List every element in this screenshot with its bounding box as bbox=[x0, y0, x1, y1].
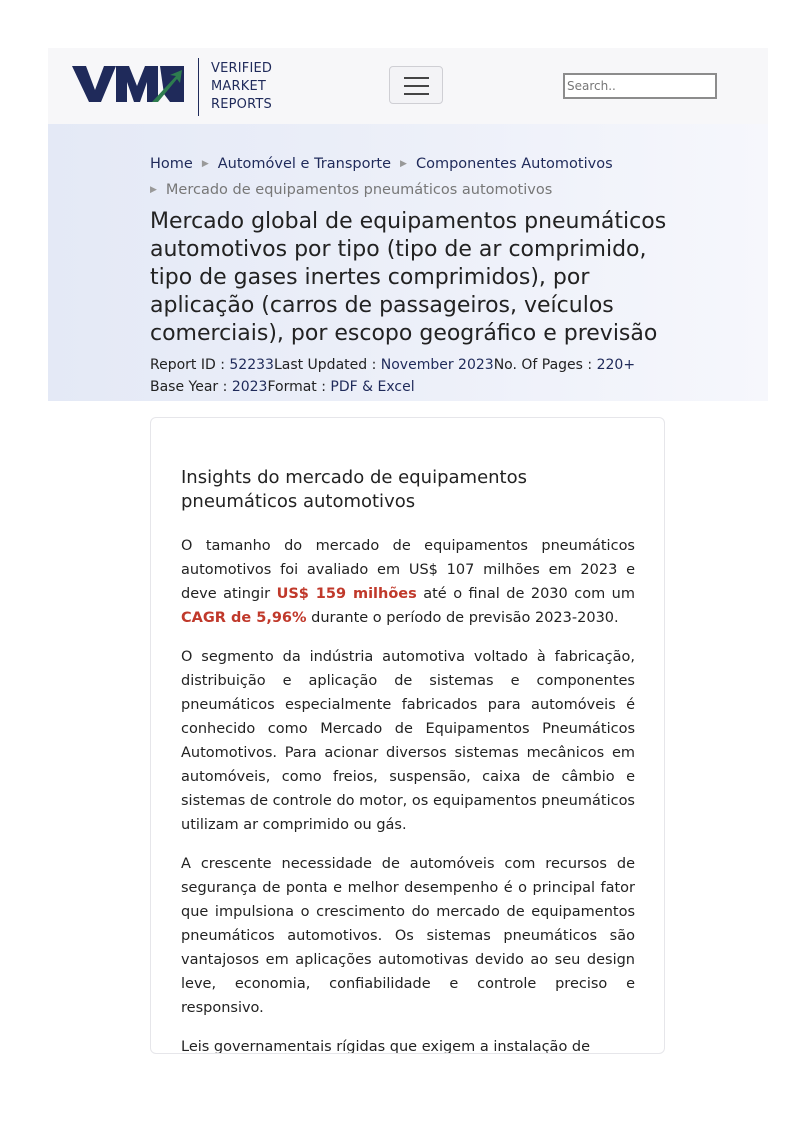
brand-line: VERIFIED bbox=[211, 61, 273, 76]
breadcrumb-home[interactable]: Home bbox=[150, 156, 193, 172]
report-id-value: 52233 bbox=[229, 357, 274, 373]
vmr-logo-icon bbox=[72, 64, 184, 104]
brand-logo[interactable] bbox=[72, 58, 282, 118]
chevron-right-icon: ▶ bbox=[150, 185, 157, 195]
brand-line: MARKET bbox=[211, 79, 267, 94]
updated-label: Last Updated : bbox=[273, 357, 381, 373]
paragraph-text: durante o período de previsão 2023-2030. bbox=[306, 610, 619, 626]
hamburger-icon-bar bbox=[404, 85, 429, 87]
hamburger-icon-bar bbox=[404, 77, 429, 79]
article-card bbox=[150, 417, 665, 1054]
pages-label: No. Of Pages : bbox=[493, 357, 597, 373]
hamburger-icon-bar bbox=[404, 93, 429, 95]
chevron-right-icon: ▶ bbox=[400, 159, 407, 169]
format-value: PDF & Excel bbox=[330, 379, 415, 395]
article-body bbox=[181, 466, 635, 1054]
article-heading: Insights do mercado de equipamentos pneumáticos automotivos bbox=[181, 467, 527, 512]
page-title: Mercado global de equipamentos pneumáticos automotivos por tipo (tipo de ar comprimido, tipo de gases inertes comprimidos), por aplicação (carros de passageiros, veículos comerciais), por escopo geográfico e previsão bbox=[150, 209, 667, 346]
base-year-value: 2023 bbox=[231, 379, 268, 395]
base-year-label: Base Year : bbox=[150, 379, 232, 395]
updated-value: November 2023 bbox=[380, 357, 494, 373]
brand-name bbox=[211, 60, 272, 114]
article-paragraph: O segmento da indústria automotiva voltado à fabricação, distribuição e aplicação de sistemas e componentes pneumáticos especialmente fabricados para automóveis é conhecido como Mercado de Equipamentos Pneumáticos Automotivos. Para acionar diversos sistemas mecânicos em automóveis, como freios, suspensão, caixa de câmbio e sistemas de controle do motor, os equipamentos pneumáticos utilizam ar comprimido ou gás. bbox=[181, 649, 635, 833]
menu-toggle-button[interactable] bbox=[389, 66, 443, 104]
site-header bbox=[48, 48, 768, 124]
breadcrumb-category[interactable]: Automóvel e Transporte bbox=[217, 156, 392, 172]
report-id-label: Report ID : bbox=[150, 357, 230, 373]
article-paragraph: Leis governamentais rígidas que exigem a instalação de bbox=[181, 1039, 591, 1054]
pages-value: 220+ bbox=[596, 357, 636, 373]
report-hero bbox=[48, 124, 768, 401]
logo-divider bbox=[198, 58, 199, 116]
paragraph-text: O tamanho do mercado de equipamentos pneumáticos automotivos foi avaliado em US$ 107 milhões em 2023 e deve atingir bbox=[181, 538, 635, 602]
article-paragraph: A crescente necessidade de automóveis com recursos de segurança de ponta e melhor desempenho é o principal fator que impulsiona o crescimento do mercado de equipamentos pneumáticos automotivos. Os sistemas pneumáticos são vantajosos em aplicações automotivas devido ao seu design leve, economia, confiabilidade e controle preciso e responsivo. bbox=[181, 856, 635, 1016]
chevron-right-icon: ▶ bbox=[201, 159, 209, 169]
breadcrumb-current: Mercado de equipamentos pneumáticos automotivos bbox=[165, 182, 553, 198]
market-value-highlight: US$ 159 milhões bbox=[276, 586, 417, 602]
cagr-highlight: CAGR de 5,96% bbox=[181, 610, 307, 626]
format-label: Format : bbox=[267, 379, 331, 395]
report-meta bbox=[150, 354, 710, 398]
article-paragraph bbox=[181, 534, 635, 630]
search-input[interactable] bbox=[563, 73, 717, 99]
breadcrumb bbox=[150, 152, 690, 204]
breadcrumb-subcategory[interactable]: Componentes Automotivos bbox=[415, 156, 613, 172]
brand-line: REPORTS bbox=[211, 97, 272, 112]
paragraph-text: até o final de 2030 com um bbox=[416, 586, 635, 602]
